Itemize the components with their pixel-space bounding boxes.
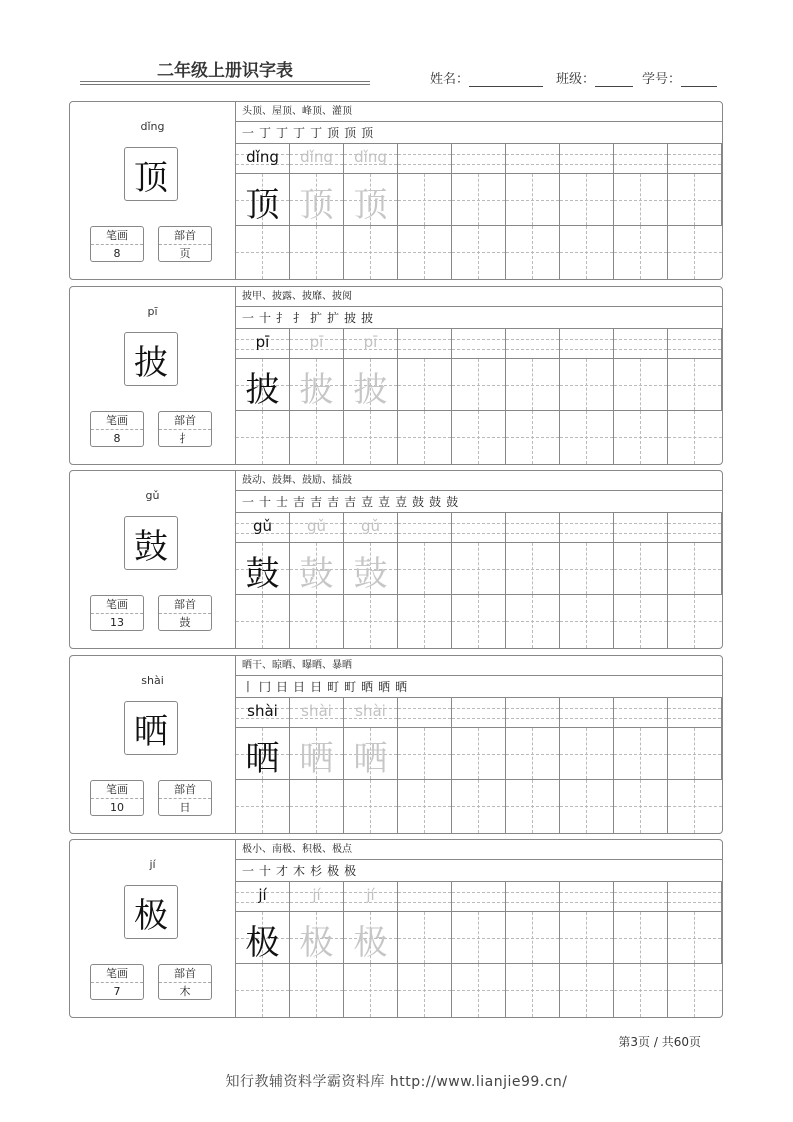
pinyin-practice-cell[interactable] (506, 698, 560, 728)
stroke-step: 丁 (293, 126, 307, 140)
character-practice-cell[interactable] (506, 595, 560, 648)
character-practice-cell[interactable] (452, 964, 506, 1017)
practice-grid (236, 698, 722, 833)
character-glyph: 披 (124, 332, 178, 386)
word-examples: 头顶、屋顶、峰顶、灌顶 (236, 102, 722, 122)
radical-label: 部首 (159, 965, 211, 983)
radical-label: 部首 (159, 227, 211, 245)
stroke-order (236, 491, 722, 513)
character-practice-cell[interactable] (236, 411, 290, 464)
character-practice-cell[interactable] (344, 964, 398, 1017)
pinyin-practice-cell[interactable] (236, 144, 290, 174)
character-practice-cell[interactable] (506, 780, 560, 833)
stroke-count-value: 10 (110, 801, 124, 814)
stroke-count-value: 7 (113, 985, 121, 998)
pinyin-practice-cell[interactable] (506, 513, 560, 543)
class-blank[interactable] (595, 72, 633, 87)
character-trace-text: 顶 (299, 185, 334, 225)
word-examples: 鼓动、鼓舞、鼓励、擂鼓 (236, 471, 722, 491)
character-practice-cell[interactable] (344, 543, 398, 595)
stroke-step: 吉 (327, 495, 341, 509)
character-practice-cell[interactable] (344, 595, 398, 648)
stroke-step: 壴 (378, 495, 392, 509)
character-card (69, 655, 723, 834)
stroke-step: 一 (242, 864, 256, 878)
stroke-step: 披 (344, 311, 358, 325)
stroke-step: 冂 (259, 680, 273, 694)
radical-label: 部首 (159, 412, 211, 430)
pinyin-practice-cell[interactable] (560, 698, 614, 728)
practice-panel (236, 287, 722, 464)
practice-grid (236, 144, 722, 279)
character-practice-cell[interactable] (290, 543, 344, 595)
character-trace-text: 鼓 (353, 554, 388, 594)
practice-panel (236, 656, 722, 833)
pinyin-trace-text: dǐng (300, 148, 333, 166)
character-practice-cell[interactable] (614, 359, 668, 411)
character-practice-cell[interactable] (452, 543, 506, 595)
stroke-step: 士 (276, 495, 290, 509)
character-practice-cell[interactable] (236, 543, 290, 595)
student-id-field[interactable] (642, 68, 717, 87)
character-trace-text: 顶 (353, 185, 388, 225)
pinyin-trace-text: shài (355, 702, 386, 720)
stroke-step: 极 (327, 864, 341, 878)
character-practice-cell[interactable] (614, 226, 668, 279)
character-trace-text: 顶 (245, 185, 280, 225)
character-pinyin: shài (141, 674, 164, 687)
character-trace-text: 晒 (245, 739, 280, 779)
pinyin-practice-cell[interactable] (614, 513, 668, 543)
stroke-step: 日 (310, 680, 324, 694)
stroke-order (236, 860, 722, 882)
stroke-step: 丨 (242, 680, 256, 694)
pinyin-trace-text: pī (363, 333, 378, 351)
pinyin-practice-cell[interactable] (398, 882, 452, 912)
pinyin-practice-cell[interactable] (506, 329, 560, 359)
stroke-count-label: 笔画 (91, 781, 143, 799)
word-examples: 极小、南极、积极、极点 (236, 840, 722, 860)
stroke-step: 十 (259, 864, 273, 878)
stroke-step: 吉 (310, 495, 324, 509)
pinyin-practice-cell[interactable] (614, 882, 668, 912)
character-practice-cell[interactable] (452, 226, 506, 279)
character-glyph: 极 (124, 885, 178, 939)
name-label: 姓名： (430, 72, 470, 87)
character-practice-cell[interactable] (560, 595, 614, 648)
character-trace-text: 披 (299, 370, 334, 410)
stroke-count-box (90, 780, 144, 816)
character-practice-cell[interactable] (344, 780, 398, 833)
stroke-step: 丁 (259, 126, 273, 140)
pinyin-trace-text: dǐng (354, 148, 387, 166)
character-practice-cell[interactable] (668, 964, 722, 1017)
stroke-count-label: 笔画 (91, 965, 143, 983)
character-practice-cell[interactable] (452, 359, 506, 411)
radical-value: 页 (179, 247, 191, 260)
character-practice-cell[interactable] (668, 411, 722, 464)
character-practice-cell[interactable] (236, 595, 290, 648)
pinyin-practice-cell[interactable] (398, 144, 452, 174)
stroke-count-label: 笔画 (91, 412, 143, 430)
radical-label: 部首 (159, 781, 211, 799)
character-info-panel (70, 656, 236, 833)
radical-box (158, 595, 212, 631)
stroke-count-value: 13 (110, 616, 124, 629)
character-practice-cell[interactable] (290, 912, 344, 964)
class-label: 班级： (556, 72, 596, 87)
character-pinyin: pī (147, 305, 158, 318)
character-practice-cell[interactable] (398, 780, 452, 833)
pinyin-practice-cell[interactable] (506, 144, 560, 174)
character-practice-cell[interactable] (236, 359, 290, 411)
stroke-count-label: 笔画 (91, 596, 143, 614)
character-practice-cell[interactable] (560, 964, 614, 1017)
character-practice-cell[interactable] (614, 964, 668, 1017)
stroke-order (236, 676, 722, 698)
pinyin-trace-text: gǔ (252, 517, 273, 535)
pinyin-practice-cell[interactable] (614, 698, 668, 728)
pinyin-practice-cell[interactable] (290, 329, 344, 359)
radical-value: 鼓 (179, 616, 191, 629)
stroke-count-box (90, 595, 144, 631)
radical-value: 木 (179, 985, 191, 998)
stroke-step: 晒 (361, 680, 375, 694)
character-practice-cell[interactable] (398, 411, 452, 464)
pinyin-practice-cell[interactable] (344, 882, 398, 912)
character-trace-text: 晒 (353, 739, 388, 779)
pinyin-practice-cell[interactable] (290, 698, 344, 728)
character-practice-cell[interactable] (560, 174, 614, 226)
pinyin-practice-cell[interactable] (668, 698, 722, 728)
practice-grid (236, 882, 722, 1017)
character-practice-cell[interactable] (398, 226, 452, 279)
pinyin-practice-cell[interactable] (668, 144, 722, 174)
character-practice-cell[interactable] (452, 595, 506, 648)
pinyin-practice-cell[interactable] (344, 144, 398, 174)
practice-panel (236, 471, 722, 648)
character-practice-cell[interactable] (236, 780, 290, 833)
character-practice-cell[interactable] (398, 912, 452, 964)
character-practice-cell[interactable] (344, 912, 398, 964)
page-header (0, 0, 793, 100)
stroke-step: 木 (293, 864, 307, 878)
character-practice-cell[interactable] (236, 964, 290, 1017)
character-trace-text: 极 (299, 923, 334, 963)
pinyin-trace-text: shài (247, 702, 278, 720)
character-practice-cell[interactable] (560, 780, 614, 833)
character-practice-cell[interactable] (452, 728, 506, 780)
character-practice-cell[interactable] (560, 912, 614, 964)
character-card (69, 101, 723, 280)
character-practice-cell[interactable] (236, 174, 290, 226)
character-practice-cell[interactable] (614, 411, 668, 464)
character-trace-text: 披 (353, 370, 388, 410)
character-practice-cell[interactable] (290, 226, 344, 279)
page-title: 二年级上册识字表 (157, 61, 293, 81)
stroke-step: 扩 (327, 311, 341, 325)
pinyin-practice-cell[interactable] (236, 882, 290, 912)
pinyin-trace-text: pī (309, 333, 324, 351)
character-practice-cell[interactable] (344, 411, 398, 464)
stroke-count-value: 8 (113, 432, 121, 445)
character-practice-cell[interactable] (290, 728, 344, 780)
character-practice-cell[interactable] (290, 174, 344, 226)
stroke-step: 才 (276, 864, 290, 878)
character-practice-cell[interactable] (236, 912, 290, 964)
stroke-step: 日 (293, 680, 307, 694)
pinyin-practice-cell[interactable] (452, 144, 506, 174)
student-id-blank[interactable] (681, 72, 717, 87)
pinyin-practice-cell[interactable] (452, 698, 506, 728)
stroke-step: 晒 (378, 680, 392, 694)
title-underline-double (80, 84, 370, 85)
pinyin-trace-text: jí (366, 886, 375, 904)
character-practice-cell[interactable] (398, 964, 452, 1017)
title-underline (80, 81, 370, 82)
stroke-step: 顶 (344, 126, 358, 140)
pinyin-practice-cell[interactable] (506, 882, 560, 912)
pinyin-trace-text: gǔ (306, 517, 327, 535)
practice-panel (236, 840, 722, 1017)
student-id-label: 学号： (642, 72, 682, 87)
character-practice-cell[interactable] (290, 411, 344, 464)
character-practice-cell[interactable] (668, 543, 722, 595)
radical-box (158, 226, 212, 262)
stroke-step: 一 (242, 126, 256, 140)
pinyin-practice-cell[interactable] (236, 698, 290, 728)
pinyin-practice-cell[interactable] (398, 513, 452, 543)
pinyin-practice-cell[interactable] (452, 513, 506, 543)
stroke-step: 顶 (361, 126, 375, 140)
character-practice-cell[interactable] (452, 174, 506, 226)
character-practice-cell[interactable] (668, 226, 722, 279)
stroke-count-label: 笔画 (91, 227, 143, 245)
character-practice-cell[interactable] (344, 226, 398, 279)
pinyin-practice-cell[interactable] (398, 329, 452, 359)
stroke-step: 顶 (327, 126, 341, 140)
character-practice-cell[interactable] (398, 543, 452, 595)
stroke-step: 壴 (395, 495, 409, 509)
stroke-step: 十 (259, 495, 273, 509)
character-practice-cell[interactable] (344, 359, 398, 411)
character-practice-cell[interactable] (506, 912, 560, 964)
character-practice-cell[interactable] (452, 780, 506, 833)
character-practice-cell[interactable] (290, 780, 344, 833)
pinyin-practice-cell[interactable] (344, 329, 398, 359)
pinyin-practice-cell[interactable] (668, 329, 722, 359)
stroke-count-box (90, 411, 144, 447)
stroke-step: 鼓 (446, 495, 460, 509)
stroke-step: 吉 (344, 495, 358, 509)
stroke-step: 鼓 (412, 495, 426, 509)
character-practice-cell[interactable] (614, 912, 668, 964)
name-blank[interactable] (469, 72, 543, 87)
stroke-step: 丁 (276, 126, 290, 140)
stroke-step: 扌 (293, 311, 307, 325)
character-practice-cell[interactable] (506, 411, 560, 464)
practice-grid (236, 513, 722, 648)
stroke-step: 一 (242, 495, 256, 509)
pinyin-practice-cell[interactable] (344, 698, 398, 728)
class-field[interactable] (556, 68, 633, 87)
stroke-step: 一 (242, 311, 256, 325)
pinyin-practice-cell[interactable] (668, 513, 722, 543)
character-practice-cell[interactable] (236, 728, 290, 780)
stroke-count-box (90, 226, 144, 262)
character-practice-cell[interactable] (668, 728, 722, 780)
pinyin-practice-cell[interactable] (452, 329, 506, 359)
character-practice-cell[interactable] (614, 174, 668, 226)
character-practice-cell[interactable] (344, 174, 398, 226)
character-trace-text: 鼓 (245, 554, 280, 594)
character-trace-text: 鼓 (299, 554, 334, 594)
pinyin-practice-cell[interactable] (398, 698, 452, 728)
character-practice-cell[interactable] (290, 595, 344, 648)
character-practice-cell[interactable] (452, 912, 506, 964)
character-practice-cell[interactable] (506, 728, 560, 780)
character-practice-cell[interactable] (614, 595, 668, 648)
character-info-panel (70, 102, 236, 279)
stroke-step: 町 (344, 680, 358, 694)
character-info-panel (70, 471, 236, 648)
character-pinyin: jí (149, 858, 156, 871)
practice-panel (236, 102, 722, 279)
pinyin-trace-text: pī (255, 333, 270, 351)
character-practice-cell[interactable] (398, 174, 452, 226)
character-practice-cell[interactable] (398, 359, 452, 411)
character-practice-cell[interactable] (560, 543, 614, 595)
character-info-panel (70, 840, 236, 1017)
character-practice-cell[interactable] (506, 359, 560, 411)
stroke-step: 壴 (361, 495, 375, 509)
pinyin-practice-cell[interactable] (668, 882, 722, 912)
character-glyph: 晒 (124, 701, 178, 755)
radical-value: 扌 (179, 432, 191, 445)
stroke-step: 扌 (276, 311, 290, 325)
radical-value: 日 (179, 801, 191, 814)
character-practice-cell[interactable] (398, 595, 452, 648)
character-card (69, 286, 723, 465)
stroke-step: 丁 (310, 126, 324, 140)
pinyin-trace-text: jí (258, 886, 267, 904)
character-practice-cell[interactable] (506, 543, 560, 595)
character-practice-cell[interactable] (506, 174, 560, 226)
character-practice-cell[interactable] (398, 728, 452, 780)
character-practice-cell[interactable] (614, 728, 668, 780)
character-trace-text: 披 (245, 370, 280, 410)
stroke-count-box (90, 964, 144, 1000)
pinyin-practice-cell[interactable] (344, 513, 398, 543)
pinyin-practice-cell[interactable] (560, 329, 614, 359)
character-pinyin: gǔ (145, 489, 160, 502)
stroke-step: 町 (327, 680, 341, 694)
character-practice-cell[interactable] (668, 780, 722, 833)
character-practice-cell[interactable] (290, 964, 344, 1017)
pinyin-trace-text: gǔ (360, 517, 381, 535)
pinyin-practice-cell[interactable] (290, 144, 344, 174)
character-practice-cell[interactable] (236, 226, 290, 279)
pinyin-practice-cell[interactable] (236, 329, 290, 359)
stroke-step: 吉 (293, 495, 307, 509)
radical-box (158, 780, 212, 816)
character-practice-cell[interactable] (614, 780, 668, 833)
stroke-count-value: 8 (113, 247, 121, 260)
word-examples: 晒干、晾晒、曝晒、暴晒 (236, 656, 722, 676)
character-card (69, 839, 723, 1018)
character-practice-cell[interactable] (668, 595, 722, 648)
character-practice-cell[interactable] (668, 359, 722, 411)
character-practice-cell[interactable] (506, 964, 560, 1017)
pinyin-practice-cell[interactable] (614, 329, 668, 359)
character-practice-cell[interactable] (560, 359, 614, 411)
stroke-step: 日 (276, 680, 290, 694)
character-practice-cell[interactable] (506, 226, 560, 279)
pinyin-practice-cell[interactable] (614, 144, 668, 174)
character-trace-text: 极 (245, 923, 280, 963)
character-practice-cell[interactable] (560, 226, 614, 279)
stroke-step: 极 (344, 864, 358, 878)
word-examples: 披甲、披露、披靡、披阅 (236, 287, 722, 307)
pinyin-practice-cell[interactable] (452, 882, 506, 912)
pinyin-practice-cell[interactable] (236, 513, 290, 543)
character-pinyin: dǐng (140, 120, 165, 133)
pinyin-practice-cell[interactable] (290, 882, 344, 912)
pinyin-practice-cell[interactable] (560, 882, 614, 912)
stroke-order (236, 122, 722, 144)
character-glyph: 顶 (124, 147, 178, 201)
radical-box (158, 964, 212, 1000)
stroke-step: 十 (259, 311, 273, 325)
practice-grid (236, 329, 722, 464)
pinyin-trace-text: shài (301, 702, 332, 720)
character-practice-cell[interactable] (560, 411, 614, 464)
stroke-step: 鼓 (429, 495, 443, 509)
radical-label: 部首 (159, 596, 211, 614)
character-practice-cell[interactable] (614, 543, 668, 595)
stroke-step: 扩 (310, 311, 324, 325)
character-practice-cell[interactable] (560, 728, 614, 780)
pinyin-trace-text: dǐng (246, 148, 279, 166)
character-trace-text: 极 (353, 923, 388, 963)
page-number: 第3页 / 共60页 (618, 1035, 701, 1049)
stroke-order (236, 307, 722, 329)
stroke-step: 杉 (310, 864, 324, 878)
character-practice-cell[interactable] (668, 912, 722, 964)
stroke-step: 披 (361, 311, 375, 325)
character-glyph: 鼓 (124, 516, 178, 570)
stroke-step: 晒 (395, 680, 409, 694)
pinyin-practice-cell[interactable] (290, 513, 344, 543)
radical-box (158, 411, 212, 447)
character-practice-cell[interactable] (452, 411, 506, 464)
character-card (69, 470, 723, 649)
pinyin-practice-cell[interactable] (560, 144, 614, 174)
pinyin-practice-cell[interactable] (560, 513, 614, 543)
character-practice-cell[interactable] (344, 728, 398, 780)
character-trace-text: 晒 (299, 739, 334, 779)
name-field[interactable] (430, 68, 543, 87)
site-footer: 知行教辅资料学霸资料库 http://www.lianjie99.cn/ (225, 1074, 568, 1090)
character-info-panel (70, 287, 236, 464)
character-practice-cell[interactable] (668, 174, 722, 226)
pinyin-trace-text: jí (312, 886, 321, 904)
character-practice-cell[interactable] (290, 359, 344, 411)
